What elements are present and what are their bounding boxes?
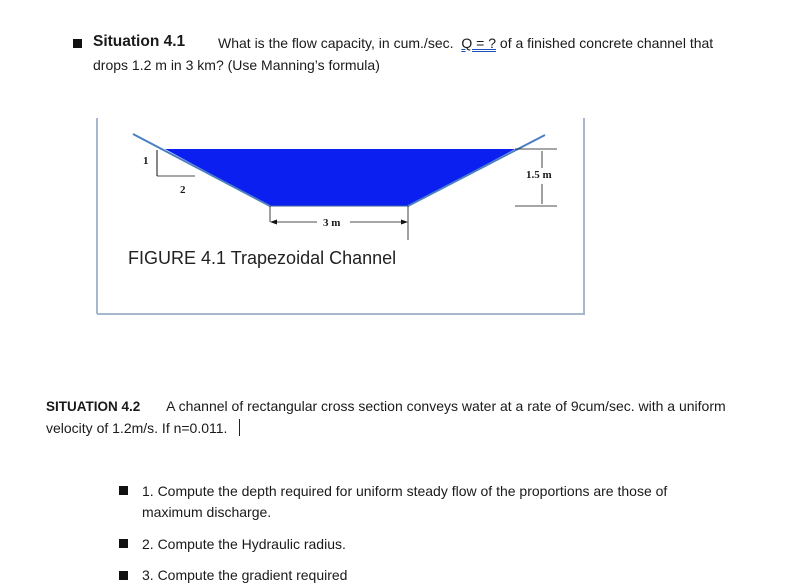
bullet-question-3 bbox=[119, 571, 128, 580]
situation-41-question-line2: drops 1.2 m in 3 km? (Use Manning’s formula) bbox=[93, 57, 380, 73]
width-dim-arrow-right bbox=[401, 220, 408, 225]
question-2: 2. Compute the Hydraulic radius. bbox=[142, 536, 346, 552]
slope-label-vertical: 1 bbox=[143, 155, 149, 167]
question-1-line1: 1. Compute the depth required for uniform steady flow of the proportions are those of bbox=[142, 483, 668, 499]
trapezoidal-channel-diagram bbox=[95, 118, 587, 320]
q-unknown-label: Q = ? bbox=[461, 35, 497, 51]
situation-41-heading: Situation 4.1 bbox=[93, 33, 186, 50]
situation-42-heading: SITUATION 4.2 bbox=[46, 399, 141, 414]
situation-42-line1 bbox=[46, 398, 726, 414]
situation-42-line2 bbox=[46, 419, 240, 436]
figure-41 bbox=[95, 118, 587, 320]
bullet-question-2 bbox=[119, 539, 128, 548]
bullet-situation-41 bbox=[73, 39, 82, 48]
situation-41-question-text: What is the flow capacity, in cum./sec. bbox=[218, 35, 454, 51]
situation-42-text-line1: A channel of rectangular cross section conveys water at a rate of 9cum/sec. with a uniform bbox=[166, 398, 726, 414]
text-cursor bbox=[239, 419, 240, 436]
bullet-question-1 bbox=[119, 486, 128, 495]
bottom-width-label: 3 m bbox=[323, 217, 341, 229]
width-dim-arrow-left bbox=[270, 220, 277, 225]
depth-label: 1.5 m bbox=[526, 169, 552, 181]
situation-41-question-line1 bbox=[218, 35, 713, 51]
question-1-line2: maximum discharge. bbox=[142, 504, 272, 520]
situation-41-question-tail: of a finished concrete channel that bbox=[499, 35, 714, 51]
question-3: 3. Compute the gradient required bbox=[142, 567, 348, 583]
slope-label-horizontal: 2 bbox=[180, 184, 186, 196]
figure-caption: FIGURE 4.1 Trapezoidal Channel bbox=[128, 248, 397, 268]
situation-42-text-line2: velocity of 1.2m/s. If n=0.011. bbox=[46, 420, 228, 436]
